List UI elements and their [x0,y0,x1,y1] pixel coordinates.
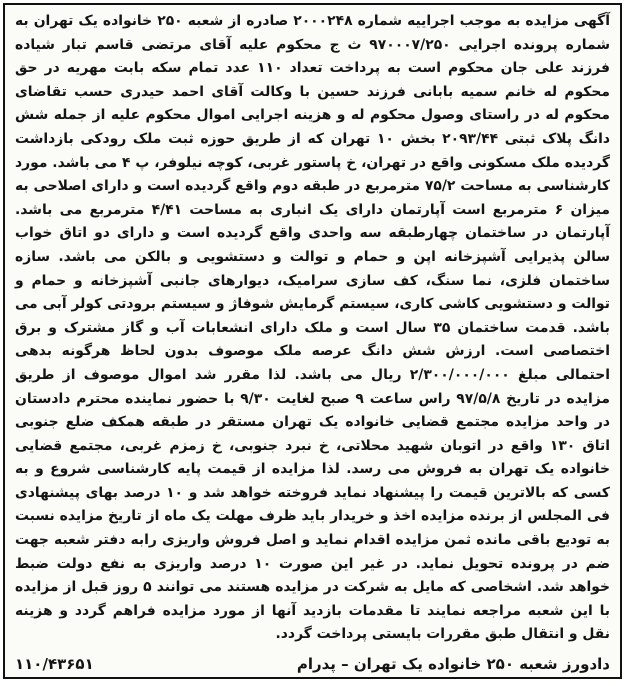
signature-line: دادورز شعبه ۲۵۰ خانواده یک تهران – پدرام [296,655,610,673]
notice-body: آگهی مزایده به موجب اجراییه شماره ۲۰۰۰۲۴۸ صادره از شعبه ۲۵۰ خانواده یک تهران به شماره پرونده اجرایی ۹۷۰۰۰۷/۲۵۰ ث ج محکوم علیه آقای مرتضی قاسم تبار شیاده فرزند علی جان محکوم است به پرداخت تعداد ۱۱۰ عدد تمام سکه بابت مهریه در حق محکوم له خانم سمیه بابانی فرزند حسین با وکالت آقای احمد حیدری حسب تقاضای محکوم له در راستای وصول محکوم له و هزینه اجرایی اموال محکوم علیه از جمله شش دانگ پلاک ثبتی ۲۰۹۳/۴۴ بخش ۱۰ تهران که از طریق حوزه ثبت ملک رودکی بازداشت گردیده ملک مسکونی واقع در تهران، خ پاستور غربی، کوچه نیلوفر، پ ۴ می باشد. مورد کارشناسی به مساحت ۷۵/۲ مترمربع در طبقه دوم واقع گردیده است و دارای اصلاحی به میزان ۶ مترمربع است آپارتمان دارای یک انباری به مساحت ۴/۴۱ مترمربع می باشد. آپارتمان در ساختمان چهارطبقه سه واحدی واقع گردیده است و دارای دو اتاق خواب سالن پذیرایی آشپزخانه اپن و حمام و توالت و دستشویی و بالکن می باشد. سازه ساختمان فلزی، نما سنگ، کف سازی سرامیک، دیوارهای جانبی آشپزخانه و حمام و توالت و دستشویی کاشی کاری، سیستم گرمایش شوفاژ و سیستم برودتی کولر آبی می باشد. قدمت ساختمان ۳۵ سال است و ملک دارای انشعابات آب و گاز مشترک و برق اختصاصی است. ارزش شش دانگ عرصه ملک موصوف بدون لحاظ هرگونه بدهی احتمالی مبلغ ۲/۳۰۰/۰۰۰/۰۰۰ ریال می باشد. لذا مقرر شد اموال موصوف از طریق مزایده در تاریخ ۹۷/۵/۸ راس ساعت ۹ صبح لغایت ۹/۳۰ با حضور نماینده محترم دادستان در واحد مزایده مجتمع قضایی خانواده یک تهران مستقر در طبقه همکف ضلع جنوبی اتاق ۱۳۰ واقع در اتوبان شهید محلاتی، خ نبرد جنوبی، خ زمزم غربی، مجتمع قضایی خانواده یک تهران به فروش می رسد. لذا مزایده از قیمت پایه کارشناسی شروع و به کسی که بالاترین قیمت را پیشنهاد نماید فروخته خواهد شد و ۱۰ درصد بهای پیشنهادی فی المجلس از برنده مزایده اخذ و خریدار باید ظرف مهلت یک ماه از تاریخ مزایده نسبت به تودیع باقی مانده ثمن مزایده اقدام نماید و اصل فروش واریزی رابه دفتر شعبه جهت ضم در پرونده تحویل نماید. در غیر این صورت ۱۰ درصد واریزی به نفع دولت ضبط خواهد شد. اشخاصی که مایل به شرکت در مزایده هستند می توانند ۵ روز قبل از مزایده با این شعبه مراجعه نمایند تا مقدمات بازدید آنها از مورد مزایده فراهم گردد و هزینه نقل و انتقال طبق مقررات بایستی پرداخت گردد. [15,13,611,643]
notice-footer [15,655,610,673]
auction-notice [3,3,622,679]
reference-number: ۱۱۰/۴۳۶۵۱ [15,655,94,673]
